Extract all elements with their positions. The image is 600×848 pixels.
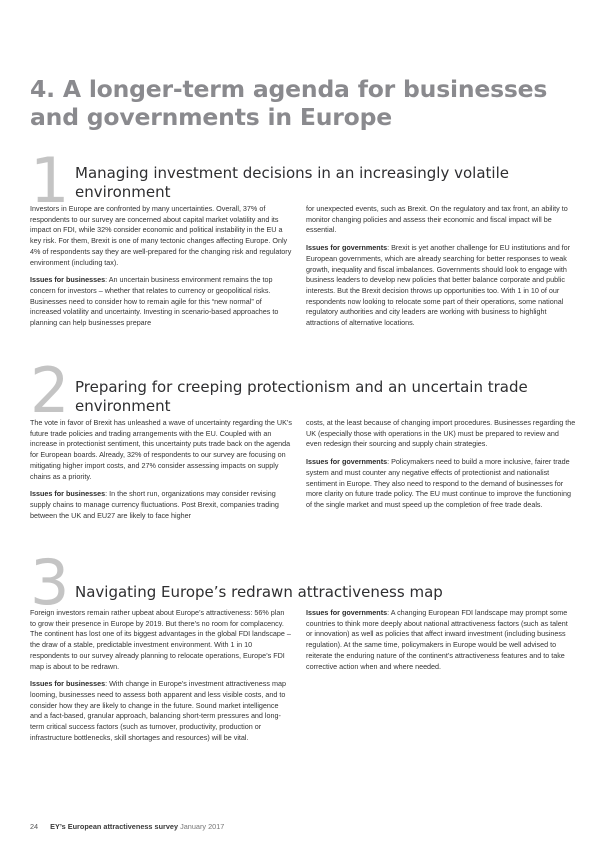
business-text: : With change in Europe’s investment attractiveness map looming, businesses need to assess both apparent and less visible costs, and to consider how they are likely to change in the future. Sound market intelligence and a fact-based, granular approach, balancing short-term pressures and long-term critical success factors (such as turnover, productivity, production or infrastructure bottlenecks, skill shortages and resources) will be vital. xyxy=(30,679,286,742)
business-label: Issues for businesses xyxy=(30,489,106,499)
section-3-right-column xyxy=(306,608,576,679)
section-1-right-column xyxy=(306,204,576,336)
business-label: Issues for businesses xyxy=(30,275,106,285)
section-3-left-intro: Foreign investors remain rather upbeat about Europe’s attractiveness: 56% plan to grow their presence in Europe by 2019. But there’s no room for complacency. The continent has lost one of its biggest advantages in the global FDI landscape – the draw of a stable, predictable investment environment. With 1 in 10 respondents to our survey already planning to relocate operations, Europe’s FDI map is about to be redrawn. xyxy=(30,608,291,671)
section-1-number: 1 xyxy=(30,144,70,217)
section-1-title: Managing investment decisions in an increasingly volatile environment xyxy=(75,164,509,201)
section-2-title: Preparing for creeping protectionism and an uncertain trade environment xyxy=(75,378,528,415)
publication-date: January 2017 xyxy=(180,822,225,831)
section-1-left-business xyxy=(30,275,292,329)
section-2-left-business xyxy=(30,489,292,521)
section-2-right-column xyxy=(306,418,576,518)
section-1-right-intro: for unexpected events, such as Brexit. On the regulatory and tax front, an ability to monitor changing policies and assess their economic and fiscal impact will be essential. xyxy=(306,204,568,235)
governments-label: Issues for governments xyxy=(306,243,388,253)
governments-text: : Policymakers need to build a more inclusive, fairer trade system and must counter any negative effects of protectionist and nationalist sentiment in Europe. They also need to respond to the demand of businesses for more clarity on future trade policy. The EU must continue to improve the functioning of the single market and must speed up the completion of free trade deals. xyxy=(306,457,572,509)
section-1-right-governments xyxy=(306,243,576,329)
business-text: : An uncertain business environment remains the top concern for investors – whether that relates to currency or geopolitical risks. Businesses need to consider how to remain agile for this “new normal” of increased volatility and uncertainty. Investing in scenario-based approaches to planning can help businesses prepare xyxy=(30,275,279,328)
section-3-left-business xyxy=(30,679,292,743)
governments-label: Issues for governments xyxy=(306,457,388,467)
section-2-left-intro: The vote in favor of Brexit has unleashed a wave of uncertainty regarding the UK’s future trade policies and trading arrangements with the EU. Coupled with an increase in protectionist sentiment, this uncertainty puts trade back on the agenda for European boards. Already, 32% of respondents to our survey are focusing on mitigating higher import costs, and 27% consider assessing impacts on supply chains as a priority. xyxy=(30,418,292,481)
section-3-right-governments xyxy=(306,608,576,672)
section-3-number: 3 xyxy=(30,546,70,619)
section-2-number: 2 xyxy=(30,354,70,427)
section-2-right-governments xyxy=(306,457,576,511)
page-title: 4. A longer-term agenda for businesses and governments in Europe xyxy=(30,75,548,131)
business-text: : In the short run, organizations may consider revising supply chains to manage currency fluctuations. Post Brexit, companies trading between the UK and EU27 are likely to face higher xyxy=(30,489,279,520)
section-3-title: Navigating Europe’s redrawn attractiveness map xyxy=(75,583,443,601)
governments-label: Issues for governments xyxy=(306,608,388,617)
section-1-left-column xyxy=(30,204,292,336)
page-number: 24 xyxy=(30,822,39,831)
section-2-right-intro: costs, at the least because of changing import procedures. Businesses regarding the UK (especially those with operations in the UK) must be prepared to review and even redesign their sourcing and supply chain strategies. xyxy=(306,418,576,449)
footer xyxy=(30,822,224,831)
section-2-left-column xyxy=(30,418,292,528)
section-3-left-column xyxy=(30,608,292,750)
governments-text: : Brexit is yet another challenge for EU institutions and for European governments, which are already searching for better responses to weak growth, inequality and fiscal imbalances. Governments should look to engage with business leaders to develop new policies that better balance corporate and public interests. But the Brexit decision throws up opportunities too. With 1 in 10 of our respondents now looking to relocate some part of their operations, some national regulatory authorities and city leaders are working with business to highlight attractions of alternative locations. xyxy=(306,243,571,328)
publication-title: EY’s European attractiveness survey xyxy=(50,822,179,831)
section-1-left-intro: Investors in Europe are confronted by many uncertainties. Overall, 37% of respondents to our survey are concerned about capital market volatility and its impact on FDI, while 32% consider economic and political instability in the EU a key risk. For them, Brexit is one of many tectonic changes affecting Europe. Only 4% of respondents say they are well-prepared for the changing risk and regulatory environment (including tax). xyxy=(30,204,292,267)
governments-text: : A changing European FDI landscape may prompt some countries to think more deeply about national attractiveness factors (such as talent or innovation) as well as policies that affect inward investment (including business regulation). At the same time, policymakers in Europe would be well advised to reiterate the enduring nature of the continent’s attractiveness features and to take corrective action when and where needed. xyxy=(306,608,568,671)
business-label: Issues for businesses xyxy=(30,679,106,689)
